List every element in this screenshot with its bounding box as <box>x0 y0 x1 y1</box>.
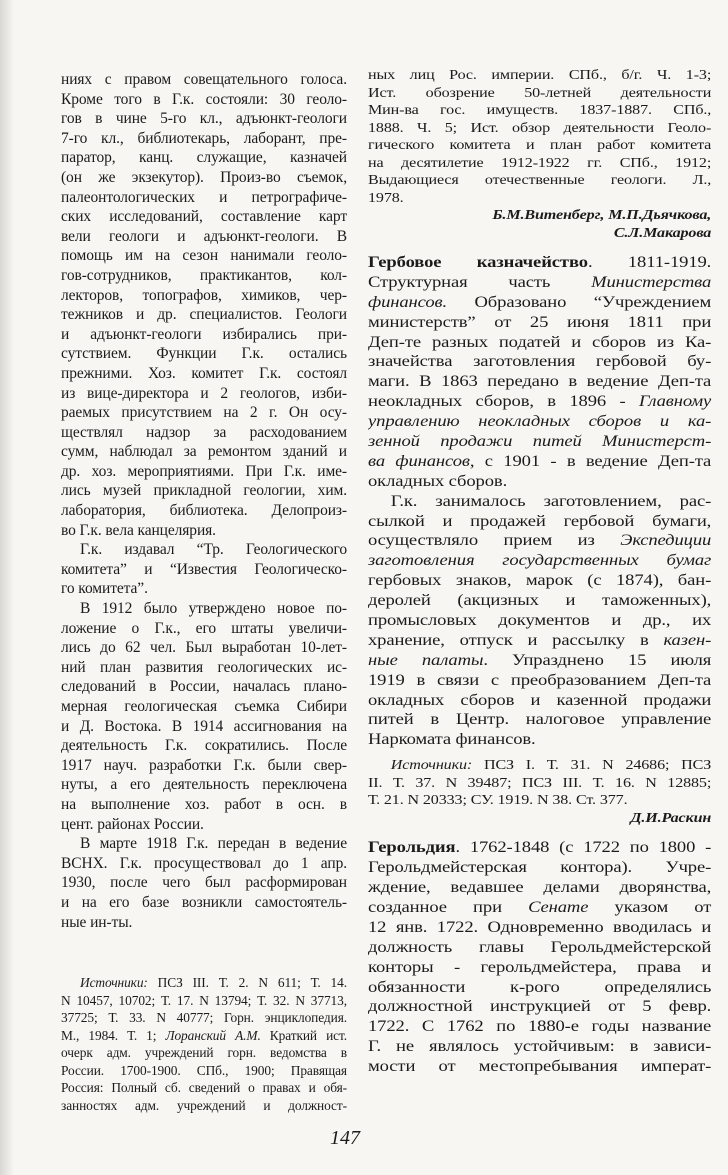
text-line <box>61 403 347 423</box>
entry-heading: Герольдия <box>368 839 456 857</box>
text-segment: ждение, ведавшее делами дворянства, <box>368 879 712 897</box>
text-line <box>61 1079 347 1097</box>
text-segment: конторы - герольдмейстера, права и <box>368 958 712 976</box>
text-line <box>368 551 711 571</box>
text-segment: должностной инструкцией от 5 февр. <box>368 998 712 1016</box>
text-segment: гербовых знаков, марок (с 1874), бан- <box>368 572 712 590</box>
text-segment: указом от <box>588 898 712 916</box>
text-line <box>61 207 347 227</box>
text-segment: Д.И.Раскин <box>630 809 712 825</box>
text-line <box>61 70 347 90</box>
text-line <box>368 938 711 958</box>
text-segment: ные ин-ты. <box>61 913 133 931</box>
text-segment: помощь им на сезон нанимали геоло- <box>61 247 347 265</box>
text-line <box>368 189 711 207</box>
text-segment: нуты, а его деятельность переключена <box>61 776 347 794</box>
text-segment: ПСЗ I. Т. 31. N 24686; ПСЗ <box>472 757 712 773</box>
text-line <box>368 171 711 189</box>
text-line <box>368 412 711 432</box>
page-number: 147 <box>330 1127 360 1149</box>
text-line <box>61 795 347 815</box>
text-line <box>368 313 711 333</box>
text-line <box>368 791 711 809</box>
text-segment: 12 янв. 1722. Одновременно вводилась и <box>368 918 712 936</box>
text-segment: Наркомата финансов. <box>368 731 536 749</box>
text-line <box>368 392 711 412</box>
text-segment: го комитета”. <box>61 580 148 598</box>
text-segment: Т. 21. N 20333; СУ. 1919. N 38. Ст. 377. <box>368 792 628 808</box>
text-line <box>368 452 711 472</box>
text-line <box>61 619 347 639</box>
text-segment: Образовано “Учреждением <box>447 293 712 311</box>
text-line <box>61 815 347 835</box>
italic-text: финансов. <box>368 293 448 311</box>
text-line <box>61 775 347 795</box>
italic-text: казен- <box>663 631 712 649</box>
text-line <box>368 66 711 84</box>
sources-note <box>368 66 711 206</box>
text-segment: и на его базе возникли самостоятель- <box>61 893 347 911</box>
text-line <box>61 109 347 129</box>
text-line <box>61 638 347 658</box>
text-line <box>61 873 347 893</box>
italic-text: Главному <box>638 393 712 411</box>
text-segment: лекторов, топографов, химиков, чер- <box>61 286 347 304</box>
text-segment: Г.к. занималось заготовлением, рас- <box>390 492 712 510</box>
text-line <box>61 893 347 913</box>
text-line <box>61 129 347 149</box>
italic-text: ва финансов <box>368 452 470 470</box>
paragraph-continued <box>61 70 347 540</box>
text-line <box>368 774 711 792</box>
text-segment: сылкой и продажей гербовой бумаги, <box>368 512 712 530</box>
text-segment: окладных сборов и казенной продажи <box>368 691 712 709</box>
text-segment: Герольдмейстерская контора). Учре- <box>368 859 712 877</box>
text-line <box>61 1062 347 1080</box>
text-line <box>368 858 711 878</box>
text-line <box>368 154 711 172</box>
text-line <box>368 978 711 998</box>
text-segment: мерная геологическая съемка Сибири <box>61 698 347 715</box>
text-line <box>368 492 711 512</box>
text-line <box>61 579 347 599</box>
encyclopedia-entry <box>368 838 711 1077</box>
paragraph <box>61 834 347 932</box>
text-segment: деролей (акцизных и таможенных), <box>368 592 712 610</box>
text-segment: М., 1984. Т. 1; <box>61 1027 166 1043</box>
author-signature <box>368 206 711 241</box>
text-line <box>368 84 711 102</box>
text-segment: лаборатория, библиотека. Делопроиз- <box>61 502 347 520</box>
text-line <box>368 531 711 551</box>
text-line <box>368 997 711 1017</box>
text-line <box>61 423 347 443</box>
text-line <box>368 352 711 372</box>
text-segment: должность главы Герольдмейстерской <box>368 938 712 956</box>
text-segment: Структурная часть <box>368 273 592 291</box>
text-segment: , с 1901 - в ведение Деп-та <box>469 452 712 470</box>
text-segment: ложение о Г.к., его штаты увеличи- <box>61 619 347 637</box>
text-line <box>368 432 711 452</box>
text-segment: С.Л.Макарова <box>613 224 712 240</box>
text-line <box>61 305 347 325</box>
text-segment: созданное при <box>368 898 529 916</box>
text-segment: др. хоз. мероприятиями. При Г.к. име- <box>61 462 347 480</box>
text-line <box>368 293 711 313</box>
text-line <box>61 266 347 286</box>
text-segment: ских исследований, составление карт <box>61 208 347 226</box>
text-segment: ВСНХ. Г.к. просуществовал до 1 апр. <box>61 854 347 872</box>
text-line <box>61 992 347 1010</box>
text-segment: . Упразднено 15 июля <box>483 651 712 669</box>
text-segment: II. Т. 37. N 39487; ПСЗ III. Т. 16. N 12885; <box>368 774 712 790</box>
text-segment: сумм, наблюдал за ремонтом зданий и <box>61 443 347 461</box>
text-segment: во Г.к. вела канцелярия. <box>61 521 216 539</box>
text-line <box>368 756 711 774</box>
text-line <box>61 521 347 541</box>
text-segment: . 1762-1848 (с 1722 по 1800 - <box>455 839 712 857</box>
text-line <box>368 1057 711 1077</box>
text-line <box>368 273 711 293</box>
text-line <box>368 472 711 492</box>
text-line <box>368 838 711 858</box>
text-segment: гов-сотрудников, практикантов, кол- <box>61 266 347 284</box>
text-segment: . 1811-1919. <box>587 254 712 271</box>
text-segment: хранение, отпуск и рассылку в <box>368 631 664 649</box>
italic-text: Министерства <box>591 273 712 291</box>
encyclopedia-entry <box>368 253 711 492</box>
text-segment: очерк адм. учреждений горн. ведомства в <box>61 1045 347 1061</box>
text-segment: осуществляло прием из <box>368 532 621 550</box>
text-line <box>368 671 711 691</box>
text-segment: сутствием. Функции Г.к. остались <box>61 345 347 363</box>
text-segment: раемых присутствием на 2 г. Он осу- <box>61 404 347 422</box>
paragraph <box>61 599 347 834</box>
text-line <box>368 631 711 651</box>
italic-text: Источники: <box>80 975 148 991</box>
italic-text: ные палаты <box>368 651 484 669</box>
text-line <box>368 512 711 532</box>
text-line <box>61 717 347 737</box>
text-segment: Краткий ист. <box>260 1027 347 1043</box>
text-line <box>368 224 711 242</box>
text-line <box>368 918 711 938</box>
text-segment: лись музей прикладной геологии, хим. <box>61 482 347 500</box>
text-segment: маги. В 1863 передано в ведение Деп-та <box>368 373 712 391</box>
italic-text: зенной продажи питей Министерст- <box>368 433 712 451</box>
left-column <box>61 70 347 1114</box>
text-line <box>61 1097 347 1115</box>
text-line <box>61 442 347 462</box>
text-segment: Мин-ва гос. имуществ. 1837-1887. СПб., <box>368 102 712 117</box>
text-segment: 1722. С 1762 по 1880-е годы название <box>368 1018 712 1036</box>
text-segment: 7-го кл., библиотекарь, лаборант, пре- <box>61 129 347 147</box>
paragraph <box>61 540 347 599</box>
text-line <box>61 1027 347 1045</box>
paragraph <box>368 492 711 751</box>
sources-note <box>368 756 711 809</box>
text-segment: В 1912 было утверждено новое по- <box>80 600 347 618</box>
text-line <box>368 958 711 978</box>
text-segment: деятельность Г.к. сократились. После <box>61 737 347 755</box>
text-segment: следований в России, началась плано- <box>61 678 347 696</box>
text-line <box>368 333 711 353</box>
text-line <box>61 1009 347 1027</box>
text-line <box>61 834 347 854</box>
text-line <box>61 854 347 874</box>
text-segment: ниях с правом совещательного голоса. <box>61 71 347 88</box>
text-segment: на выполнение хоз. работ в осн. в <box>61 795 347 813</box>
text-line <box>61 560 347 580</box>
text-line <box>368 571 711 591</box>
text-line <box>368 1037 711 1057</box>
text-line <box>368 206 711 224</box>
text-segment: прежними. Хоз. комитет Г.к. состоял <box>61 364 347 382</box>
text-segment: и адъюнкт-геологи избирались при- <box>61 325 347 343</box>
text-line <box>61 736 347 756</box>
text-segment: В марте 1918 Г.к. передан в ведение <box>80 835 347 853</box>
text-segment: Ист. обозрение 50-летней деятельности <box>368 84 712 100</box>
text-segment: и Д. Востока. В 1914 ассигнования на <box>61 717 347 735</box>
text-segment: Выдающиеся отечественные геологи. Л., <box>368 172 712 187</box>
text-segment: паратор, канц. служащие, казначей <box>61 149 347 167</box>
text-segment: вели геологи и адъюнкт-геологи. В <box>61 227 347 245</box>
text-segment: гов в чине 5-го кл., адъюнкт-геологи <box>61 110 347 128</box>
text-line <box>61 148 347 168</box>
text-segment: N 10457, 10702; Т. 17. N 13794; Т. 32. N 37713, <box>61 992 347 1008</box>
text-line <box>61 599 347 619</box>
text-segment: занностях адм. учреждений и должност- <box>61 1097 347 1113</box>
text-segment: Деп-те разных податей и сборов из Ка- <box>368 333 712 351</box>
text-line <box>368 119 711 137</box>
text-segment: Г. не являлось устойчивым: в зависи- <box>368 1038 712 1056</box>
text-line <box>61 168 347 188</box>
text-segment: 1917 науч. разработки Г.к. были свер- <box>61 756 347 774</box>
text-segment: цент. районах России. <box>61 815 204 833</box>
text-line <box>61 344 347 364</box>
text-line <box>61 756 347 776</box>
text-segment: 37725; Т. 33. N 40777; Горн. энциклопедия. <box>61 1010 347 1026</box>
text-line <box>61 188 347 208</box>
text-line <box>61 501 347 521</box>
sources-note <box>61 974 347 1114</box>
text-line <box>61 462 347 482</box>
text-line <box>61 286 347 306</box>
text-segment: 1919 в связи с преобразованием Деп-та <box>368 671 712 689</box>
text-line <box>61 913 347 933</box>
text-line <box>61 90 347 110</box>
text-line <box>368 730 711 750</box>
text-segment: из вице-директора и 2 геологов, изби- <box>61 384 347 402</box>
text-line <box>61 658 347 678</box>
text-segment: ний план развития геологических ис- <box>61 658 347 676</box>
text-segment: ПСЗ III. Т. 2. N 611; Т. 14. <box>147 975 347 991</box>
text-line <box>368 710 711 730</box>
text-segment: неокладных сборов, в 1896 - <box>368 393 639 411</box>
text-line <box>368 1017 711 1037</box>
italic-text: Источники: <box>390 757 473 773</box>
text-segment: мости от местопребывания императ- <box>368 1058 712 1076</box>
italic-text: Лоранский А.М. <box>165 1027 261 1043</box>
text-segment: Кроме того в Г.к. состояли: 30 геоло- <box>61 90 347 108</box>
text-line <box>368 809 711 827</box>
text-line <box>61 540 347 560</box>
italic-text: управлению неокладных сборов и ка- <box>368 413 712 431</box>
text-segment: гического комитета и план работ комитета <box>368 137 712 152</box>
text-segment: Г.к. издавал “Тр. Геологического <box>80 541 347 559</box>
text-line <box>368 651 711 671</box>
text-segment: обязанности к-рого определялись <box>368 978 712 996</box>
text-line <box>368 372 711 392</box>
text-line <box>368 591 711 611</box>
text-segment: палеонтологических и петрографиче- <box>61 188 347 206</box>
italic-text: Сенате <box>528 898 589 916</box>
text-line <box>368 101 711 119</box>
text-segment: России. 1700-1900. СПб., 1900; Правящая <box>61 1062 347 1078</box>
entry-heading: Гербовое казначейство <box>368 254 588 271</box>
text-line <box>368 611 711 631</box>
right-column <box>368 66 711 1077</box>
text-line <box>61 364 347 384</box>
text-segment: питей в Центр. налоговое управление <box>368 711 712 729</box>
text-segment: окладных сборов. <box>368 472 508 490</box>
text-line <box>61 1044 347 1062</box>
text-segment: Б.М.Витенберг, М.П.Дьячкова, <box>492 207 712 222</box>
author-signature <box>368 809 711 827</box>
text-line <box>61 697 347 717</box>
text-segment: (он же экзекутор). Произ-во съемок, <box>61 168 347 186</box>
text-segment: лись до 62 чел. Был выработан 10-лет- <box>61 639 347 657</box>
text-line <box>368 253 711 273</box>
italic-text: заготовления государственных бумаг <box>368 552 712 570</box>
text-line <box>368 878 711 898</box>
text-line <box>368 136 711 154</box>
text-line <box>61 325 347 345</box>
text-segment: 1978. <box>368 189 404 205</box>
text-segment: ных лиц Рос. империи. СПб., б/г. Ч. 1-3; <box>368 67 712 82</box>
text-line <box>61 384 347 404</box>
text-segment: 1930, после чего был расформирован <box>61 874 347 892</box>
text-segment: тежников и др. специалистов. Геологи <box>61 306 347 324</box>
italic-text: Экспедиции <box>620 532 712 550</box>
text-segment: промысловых документов и др., их <box>368 612 712 630</box>
text-line <box>368 898 711 918</box>
text-segment: 1888. Ч. 5; Ист. обзор деятельности Геоло- <box>368 119 712 135</box>
text-line <box>61 481 347 501</box>
text-segment: значейства заготовления гербовой бу- <box>368 353 712 371</box>
text-segment: ществлял надзор за расходованием <box>61 423 347 441</box>
text-segment: комитета” и “Известия Геологическо- <box>61 560 347 578</box>
text-segment: министерств” от 25 июня 1811 при <box>368 313 712 331</box>
text-segment: на десятилетие 1912-1922 гг. СПб., 1912; <box>368 154 712 170</box>
text-line <box>61 227 347 247</box>
text-line <box>368 691 711 711</box>
text-line <box>61 246 347 266</box>
text-line <box>61 974 347 992</box>
scan-edge-shadow <box>0 0 14 1175</box>
text-line <box>61 677 347 697</box>
text-segment: Россия: Полный сб. сведений о правах и обя- <box>61 1080 347 1096</box>
